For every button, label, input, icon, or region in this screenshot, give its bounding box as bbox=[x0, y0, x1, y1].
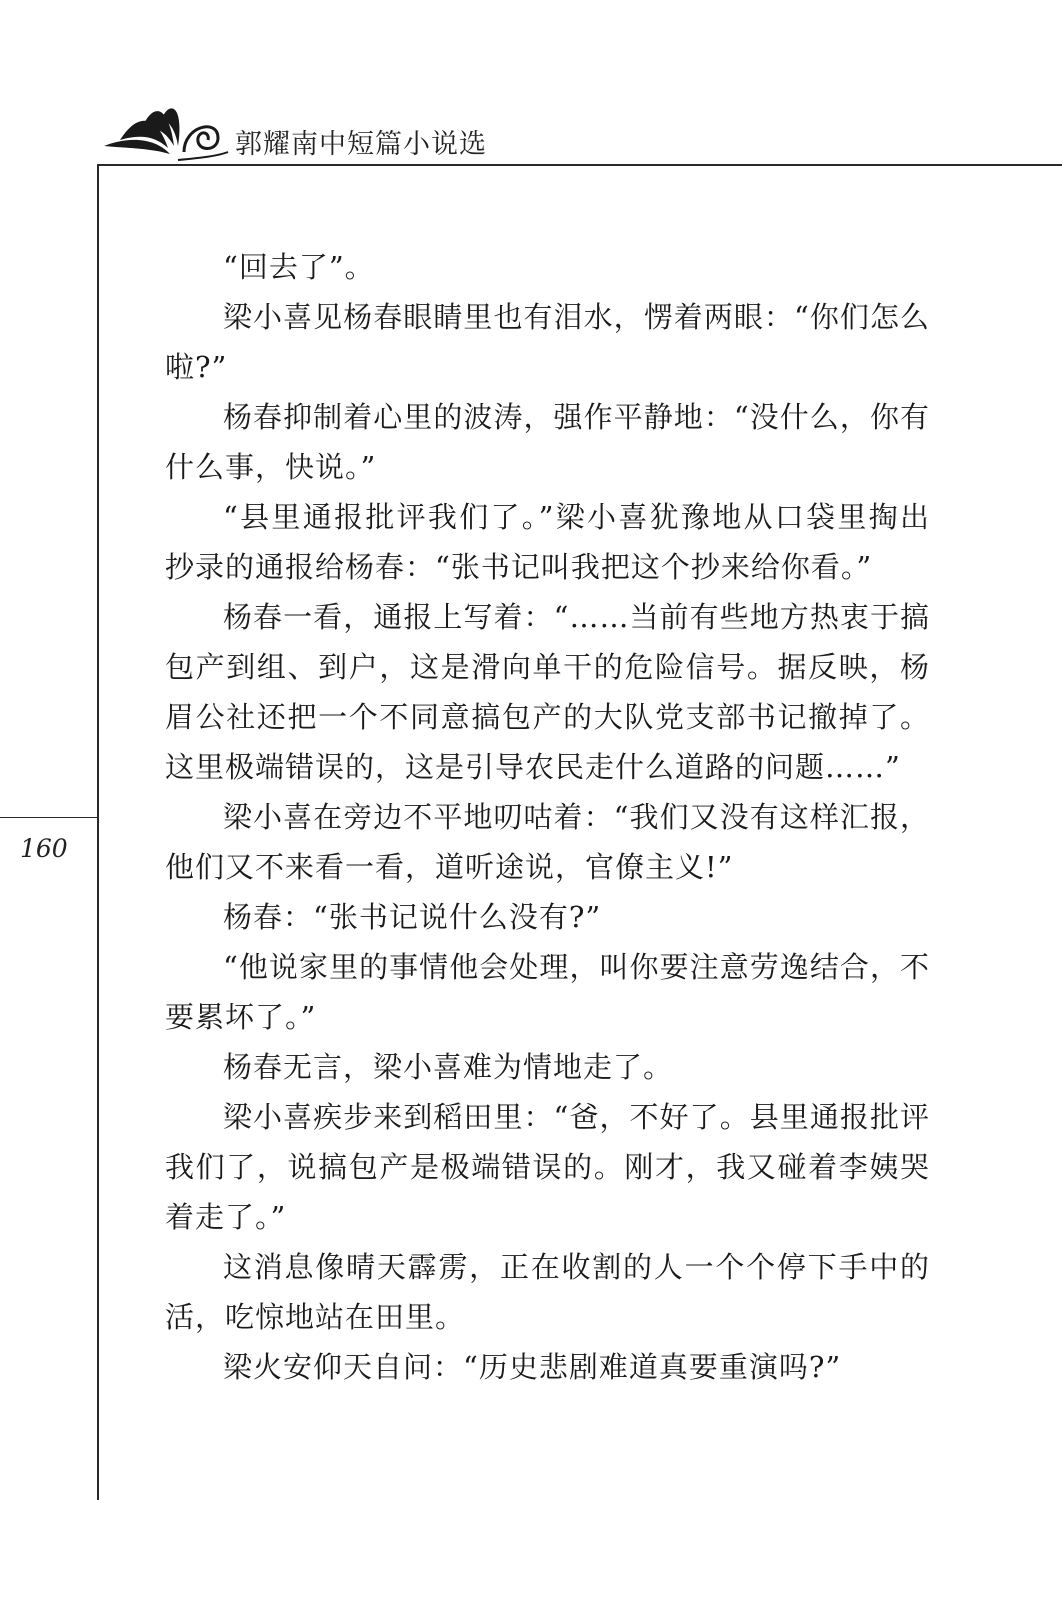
paragraph: 杨春一看，通报上写着：“……当前有些地方热衷于搞包产到组、到户，这是滑向单干的危险信号。据反映，杨眉公社还把一个不同意搞包产的大队党支部书记撤掉了。这里极端错误的，这是引导农民走什么道路的问题……” bbox=[165, 600, 930, 784]
page-number: 160 bbox=[20, 834, 68, 863]
paragraph: “县里通报批评我们了。”梁小喜犹豫地从口袋里掏出抄录的通报给杨春：“张书记叫我把这个抄来给你看。” bbox=[165, 500, 930, 584]
paragraph: 梁火安仰天自问：“历史悲剧难道真要重演吗?” bbox=[223, 1350, 842, 1384]
paragraph: 梁小喜见杨春眼睛里也有泪水，愣着两眼：“你们怎么啦?” bbox=[165, 300, 930, 384]
paragraph: 杨春无言，梁小喜难为情地走了。 bbox=[223, 1050, 674, 1084]
paragraph: 杨春：“张书记说什么没有?” bbox=[223, 900, 602, 934]
paragraph: 这消息像晴天霹雳，正在收割的人一个个停下手中的活，吃惊地站在田里。 bbox=[165, 1250, 930, 1334]
paragraph: 梁小喜疾步来到稻田里：“爸，不好了。县里通报批评我们了，说搞包产是极端错误的。刚才，我又碰着李姨哭着走了。” bbox=[165, 1100, 930, 1234]
paragraph: “他说家里的事情他会处理，叫你要注意劳逸结合，不要累坏了。” bbox=[165, 950, 930, 1034]
folio-rule bbox=[0, 817, 99, 818]
paragraph: “回去了”。 bbox=[223, 250, 375, 284]
left-margin-rule bbox=[97, 164, 99, 1500]
header-rule bbox=[97, 164, 1062, 166]
paragraph: 梁小喜在旁边不平地叨咕着：“我们又没有这样汇报，他们又不来看一看，道听途说，官僚主义!” bbox=[165, 800, 930, 884]
swirl-leaf-ornament-icon bbox=[100, 96, 230, 166]
body-text bbox=[165, 242, 930, 1392]
book-title: 郭耀南中短篇小说选 bbox=[235, 129, 487, 160]
paragraph: 杨春抑制着心里的波涛，强作平静地：“没什么，你有什么事，快说。” bbox=[165, 400, 930, 484]
